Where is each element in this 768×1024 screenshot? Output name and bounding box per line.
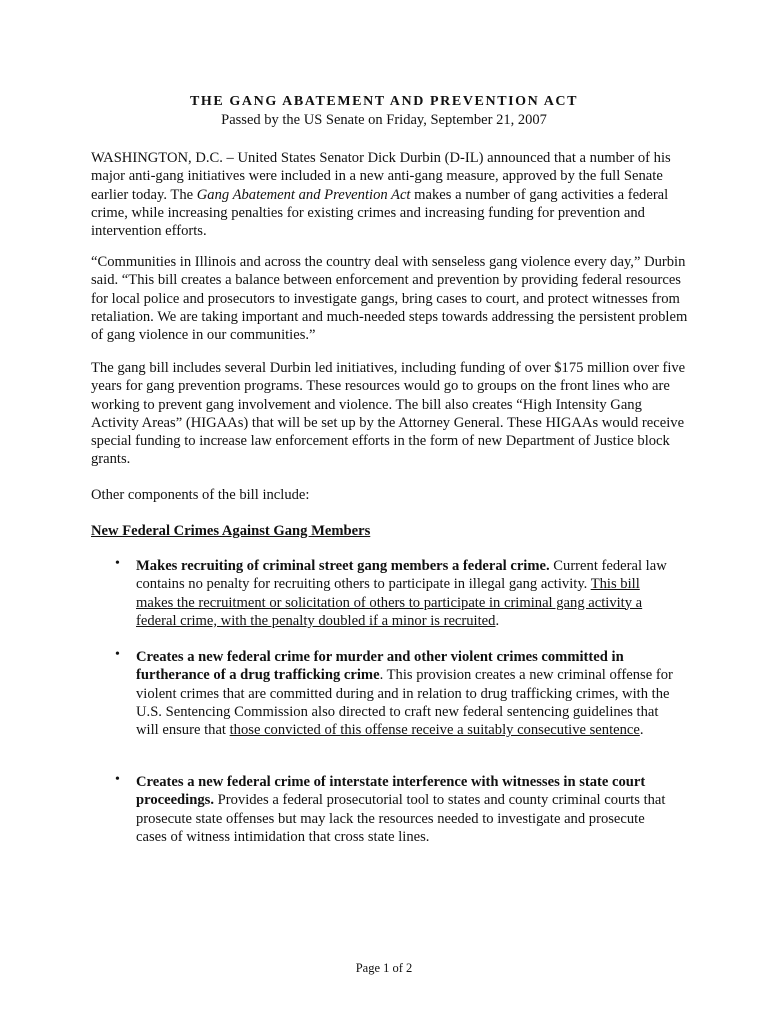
bullet-bold: Makes recruiting of criminal street gang members a federal crime. [136,558,550,574]
intro-text-a: WASHINGTON, D.C. – United States Senator Dick Durbin (D-IL) announced that a number of his major anti-gang initiatives were included in a new anti-gang measure, approved by the full Senate earlier today. The [91,150,671,203]
bullet-bold: Creates a new federal crime of interstate interference with witnesses in state court proceedings. [136,774,646,809]
bullet-underlined: This bill makes the recruitment or solicitation of others to participate in criminal gang activity a federal crime, with the penalty doubled if a minor is recruited [136,576,643,629]
document-subtitle: Passed by the US Senate on Friday, September 21, 2007 [221,112,547,128]
intro-paragraph [91,149,691,240]
bullet-underlined: those convicted of this offense receive a suitably consecutive sentence [229,722,640,739]
act-name-italic: Gang Abatement and Prevention Act [196,186,411,203]
bullet-tail: . [495,612,500,629]
bullet-marker: • [115,772,120,787]
bullet-tail: . [639,722,644,739]
bullet-bold: Creates a new federal crime for murder and other violent crimes committed in furtherance of a drug trafficking crime [136,649,624,684]
bullet-text: Provides a federal prosecutorial tool to states and county criminal courts that prosecute state offenses but may lack the resources needed to investigate and prosecute cases of witness intimidation that cross state lines. [136,792,666,845]
page-number: Page 1 of 2 [355,961,413,975]
intro-text-b: makes a number of gang activities a federal crime, while increasing penalties for existing crimes and increasing funding for prevention and intervention efforts. [91,186,669,240]
components-intro: Other components of the bill include: [91,487,310,503]
section-heading: New Federal Crimes Against Gang Members [91,523,371,539]
bullet-marker: • [115,647,120,662]
bullet-item-recruiting [136,557,676,630]
initiatives-paragraph: The gang bill includes several Durbin led initiatives, including funding of over $175 million over five years for gang prevention programs. These resources would go to groups on the front lines who are working to prevent gang involvement and violence. The bill also creates “High Intensity Gang Activity Areas” (HIGAAs) that will be set up by the Attorney General. These HIGAAs would receive special funding to increase law enforcement efforts in the form of new Department of Justice block grants. [91,360,686,468]
bullet-marker: • [115,556,120,571]
document-title: THE GANG ABATEMENT AND PREVENTION ACT [189,94,579,109]
quote-paragraph: “Communities in Illinois and across the country deal with senseless gang violence every day,” Durbin said. “This bill creates a balance between enforcement and prevention by providing federal resources for local police and prosecutors to investigate gangs, bring cases to court, and protect witnesses from retaliation. We are taking important and much-needed steps towards addressing the persistent problem of gang violence in our communities.” [91,254,688,344]
bullet-item-witnesses [136,773,676,846]
bullet-item-violent-crimes [136,648,676,739]
bullet-text: . This provision creates a new criminal offense for violent crimes that are committed during and in relation to drug trafficking crimes, with the U.S. Sentencing Commission also directed to craft new federal sentencing guidelines that will ensure that [136,667,673,739]
bullet-text: Current federal law contains no penalty for recruiting others to participate in illegal gang activity. [136,558,667,593]
